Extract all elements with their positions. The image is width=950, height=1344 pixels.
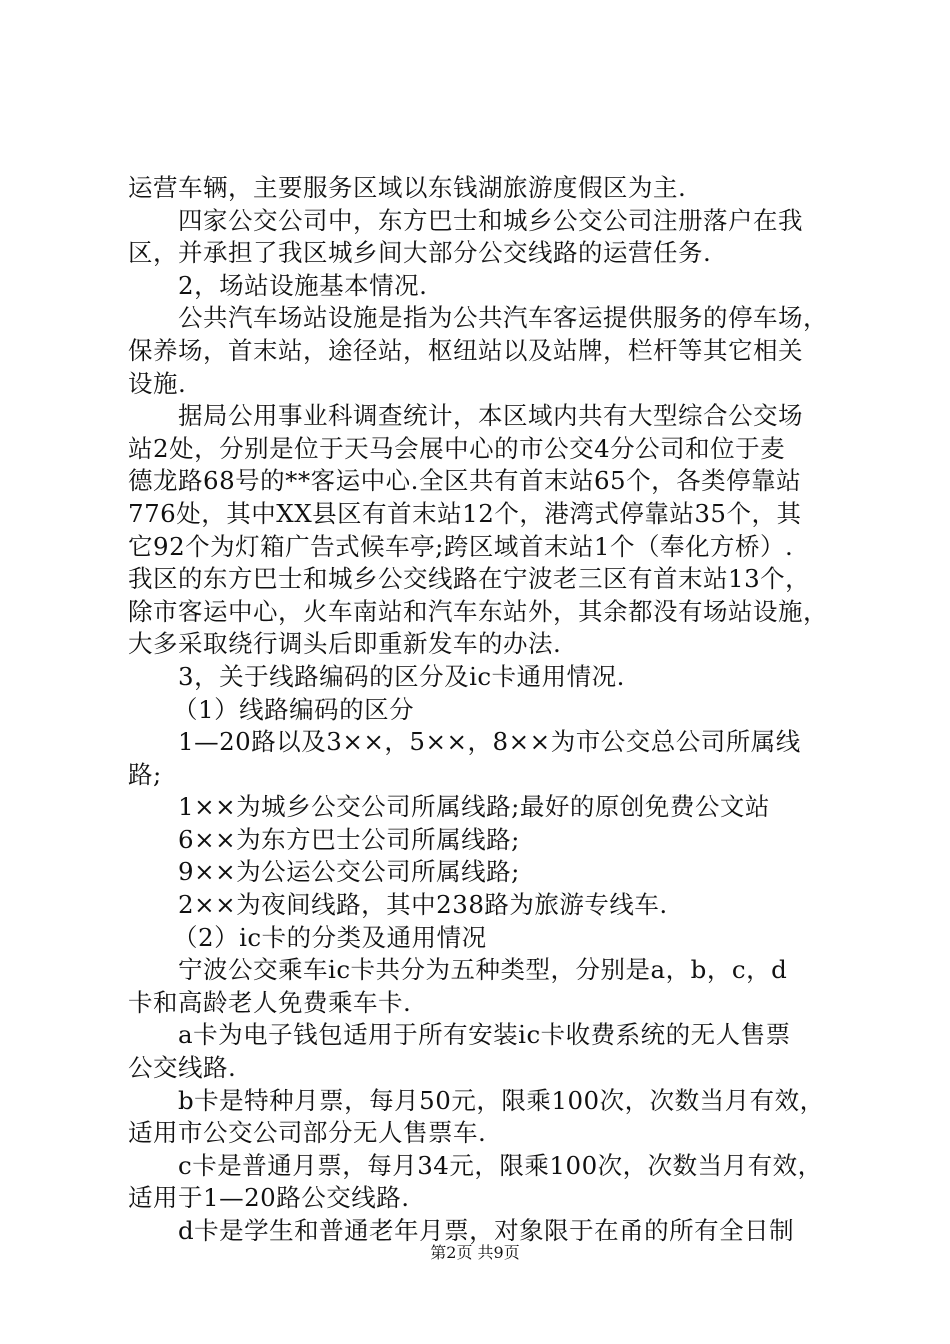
text-line: 除市客运中心，火车南站和汽车东站外，其余都没有场站设施， <box>128 596 828 626</box>
text-line: 我区的东方巴士和城乡公交线路在宁波老三区有首末站13个， <box>128 564 811 594</box>
text-line: 保养场，首末站，途径站，枢纽站以及站牌，栏杆等其它相关 <box>128 335 803 365</box>
text-line: 2，场站设施基本情况. <box>178 270 428 300</box>
text-line: 9××为公运公交公司所属线路; <box>178 857 520 887</box>
text-line: b卡是特种月票，每月50元，限乘100次，次数当月有效， <box>178 1085 825 1115</box>
text-line: 卡和高龄老人免费乘车卡. <box>128 987 412 1017</box>
text-line: 区，并承担了我区城乡间大部分公交线路的运营任务. <box>128 238 712 268</box>
text-line: 站2处，分别是位于天马会展中心的市公交4分公司和位于麦 <box>128 433 786 463</box>
text-line: 路; <box>128 759 162 789</box>
text-line: 大多采取绕行调头后即重新发车的办法. <box>128 629 562 659</box>
document-body <box>128 172 840 1248</box>
text-line: 6××为东方巴士公司所属线路; <box>178 824 520 854</box>
text-line: 适用于1—20路公交线路. <box>128 1183 410 1213</box>
text-line: 宁波公交乘车ic卡共分为五种类型，分别是a，b，c，d <box>178 955 788 985</box>
text-line: 2××为夜间线路，其中238路为旅游专线车. <box>178 890 668 920</box>
text-line: 四家公交公司中，东方巴士和城乡公交公司注册落户在我 <box>178 205 803 235</box>
text-line: a卡为电子钱包适用于所有安装ic卡收费系统的无人售票 <box>178 1020 791 1050</box>
text-line: 1××为城乡公交公司所属线路;最好的原创免费公文站 <box>178 792 770 822</box>
text-line: 3，关于线路编码的区分及ic卡通用情况. <box>178 661 625 691</box>
text-line: 1—20路以及3××，5××，8××为市公交总公司所属线 <box>178 727 801 757</box>
text-line: （2）ic卡的分类及通用情况 <box>173 922 487 952</box>
text-line: 设施. <box>128 368 187 398</box>
text-line: d卡是学生和普通老年月票，对象限于在甬的所有全日制 <box>178 1216 795 1245</box>
text-line: 运营车辆，主要服务区域以东钱湖旅游度假区为主. <box>128 173 687 202</box>
text-line: 776处，其中XX县区有首末站12个，港湾式停靠站35个，其 <box>128 498 802 528</box>
text-line: 它92个为灯箱广告式候车亭;跨区域首末站1个（奉化方桥）. <box>128 531 794 561</box>
text-line: 公交线路. <box>128 1053 237 1083</box>
text-line: 德龙路68号的**客运中心.全区共有首末站65个，各类停靠站 <box>128 466 802 496</box>
text-line: （1）线路编码的区分 <box>173 694 415 724</box>
page-footer: 第2页 共9页 <box>430 1243 520 1262</box>
text-line: 公共汽车场站设施是指为公共汽车客运提供服务的停车场， <box>178 303 828 333</box>
text-line: 据局公用事业科调查统计，本区域内共有大型综合公交场 <box>178 401 803 431</box>
text-line: c卡是普通月票，每月34元，限乘100次，次数当月有效， <box>178 1150 823 1180</box>
text-line: 适用市公交公司部分无人售票车. <box>128 1118 487 1148</box>
